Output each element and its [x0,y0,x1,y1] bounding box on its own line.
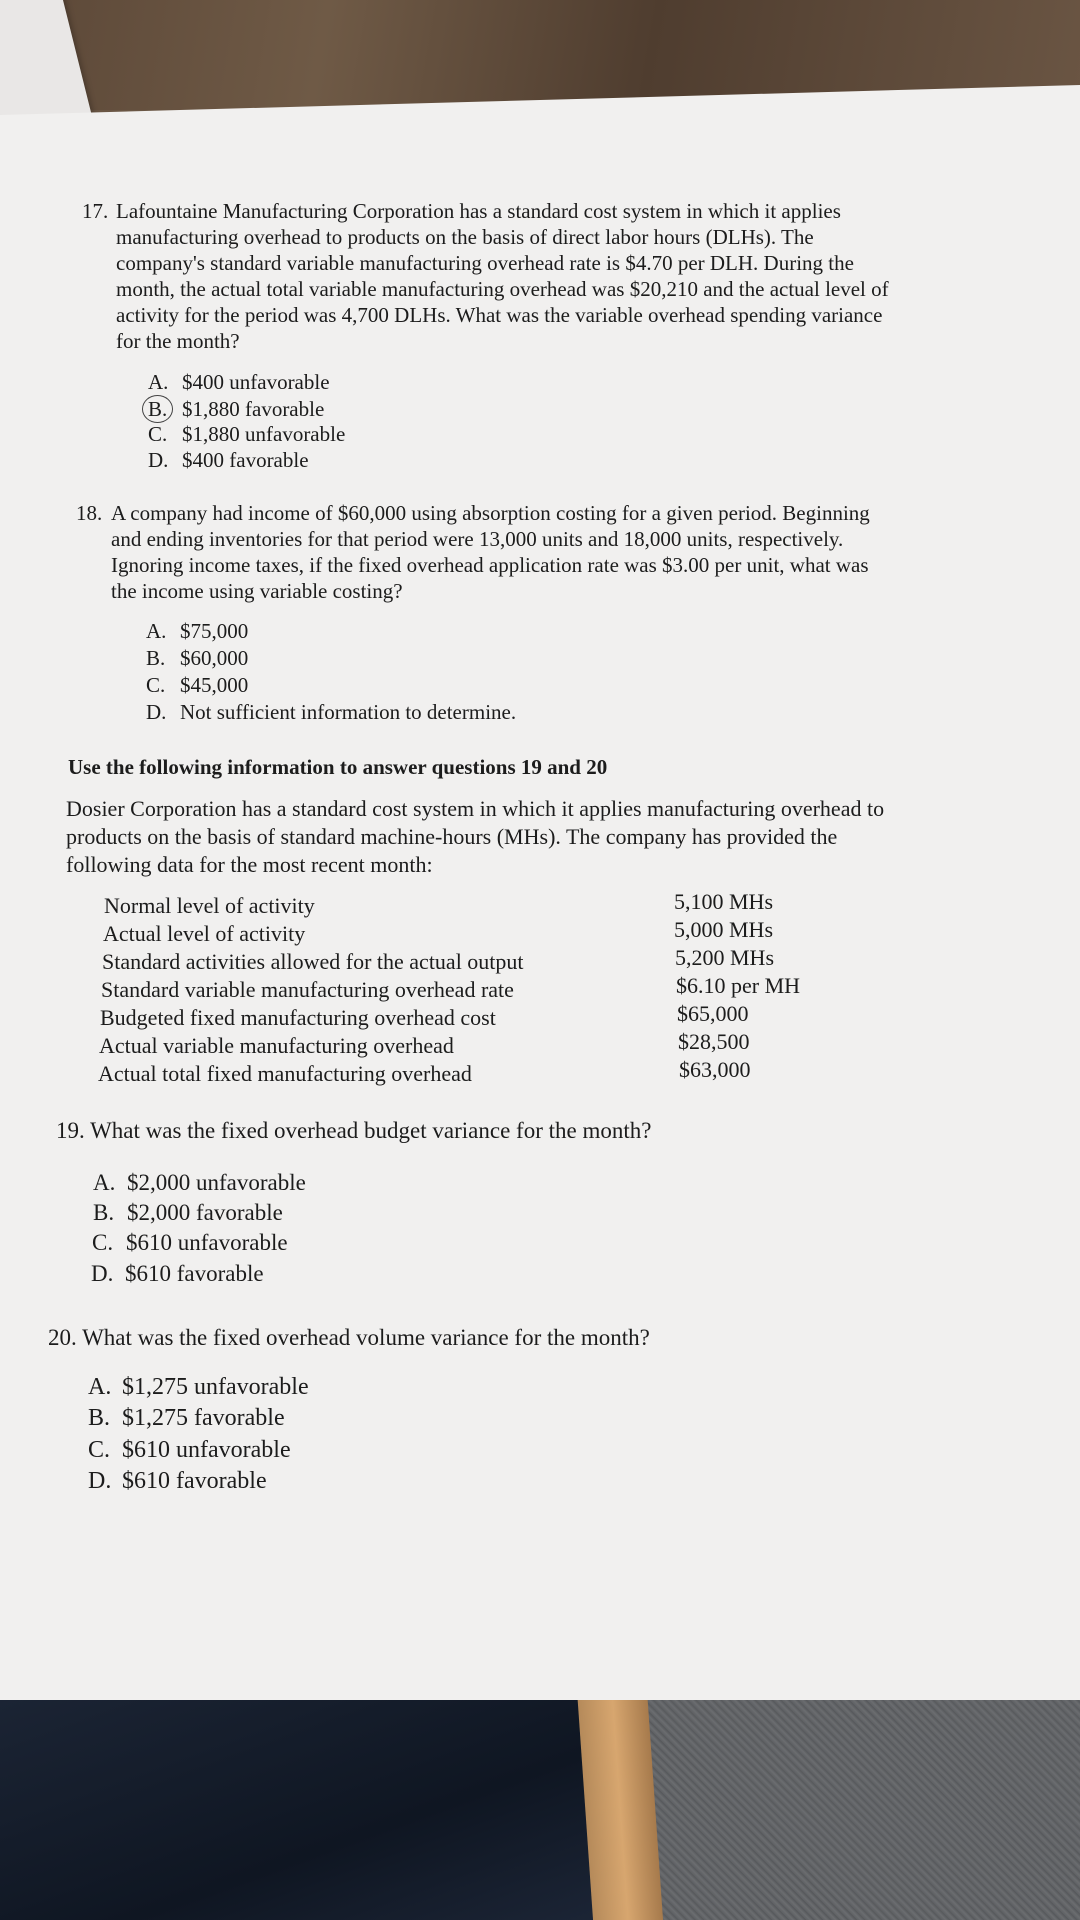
q18-line: the income using variable costing? [111,579,403,603]
q20-option-d: D. $610 favorable [88,1468,267,1494]
q17-line: month, the actual total variable manufacturing overhead was $20,210 and the actual level of [116,277,889,301]
data-row-label: Normal level of activity [104,893,315,918]
q19-option-c: C. $610 unfavorable [92,1230,288,1255]
q17-option-b: B. $1,880 favorable [148,395,324,423]
info-line: products on the basis of standard machine-hours (MHs). The company has provided the [66,824,838,849]
q18-option-a: A. $75,000 [146,619,249,643]
data-row-label: Actual variable manufacturing overhead [99,1033,454,1058]
answer-circle-mark: B. [142,395,173,423]
q17-number: 17. [82,199,109,223]
q18-option-c: C. $45,000 [146,673,249,697]
info-heading: Use the following information to answer questions 19 and 20 [68,755,608,779]
q17-line: manufacturing overhead to products on the basis of direct labor hours (DLHs). The [116,225,814,249]
q18-line: and ending inventories for that period were 13,000 units and 18,000 units, respectively. [111,527,844,551]
data-row-label: Standard variable manufacturing overhead rate [101,977,514,1002]
data-row-value: $65,000 [677,1001,749,1026]
q17-line: company's standard variable manufacturing overhead rate is $4.70 per DLH. During the [116,251,854,275]
q17-line: Lafountaine Manufacturing Corporation has a standard cost system in which it applies [116,199,841,223]
q18-number: 18. [76,501,103,525]
q20-number: 20. [48,1325,77,1350]
q17-option-a: A. $400 unfavorable [148,370,330,394]
info-paragraph [66,795,884,879]
q18-option-d: D. Not sufficient information to determine. [146,700,517,724]
q19-option-a: A. $2,000 unfavorable [93,1170,306,1195]
q18-line: A company had income of $60,000 using absorption costing for a given period. Beginning [111,501,870,525]
data-row-label: Budgeted fixed manufacturing overhead cost [100,1005,496,1030]
q17-option-c: C. $1,880 unfavorable [148,422,346,446]
q19-option-d: D. $610 favorable [91,1261,264,1286]
data-row-label: Standard activities allowed for the actual output [102,949,524,974]
data-row-value: $63,000 [679,1057,751,1082]
data-row-value: 5,200 MHs [675,945,775,970]
q18-text [111,500,870,604]
q19-question [56,1118,651,1144]
q17-line: for the month? [116,329,240,353]
info-line: Dosier Corporation has a standard cost system in which it applies manufacturing overhead to [66,796,885,821]
data-row-value: $28,500 [678,1029,750,1054]
q20-question [48,1325,650,1351]
q17-option-d: D. $400 favorable [148,448,309,472]
q18-option-b: B. $60,000 [146,646,249,670]
q20-text: What was the fixed overhead volume variance for the month? [82,1325,650,1350]
q17-text [116,198,889,354]
q20-option-a: A. $1,275 unfavorable [88,1374,309,1400]
q19-number: 19. [56,1118,85,1143]
data-row-label: Actual level of activity [103,921,306,946]
data-row-value: 5,000 MHs [674,917,774,942]
data-row-value: 5,100 MHs [674,889,774,914]
info-line: following data for the most recent month: [66,852,433,877]
q18-line: Ignoring income taxes, if the fixed overhead application rate was $3.00 per unit, what was [111,553,869,577]
q20-option-c: C. $610 unfavorable [88,1437,291,1463]
q20-option-b: B. $1,275 favorable [88,1405,285,1431]
q19-text: What was the fixed overhead budget variance for the month? [90,1118,652,1143]
q19-option-b: B. $2,000 favorable [93,1200,283,1225]
data-row-label: Actual total fixed manufacturing overhead [98,1061,472,1086]
q17-line: activity for the period was 4,700 DLHs. What was the variable overhead spending variance [116,303,883,327]
data-row-value: $6.10 per MH [676,973,801,998]
